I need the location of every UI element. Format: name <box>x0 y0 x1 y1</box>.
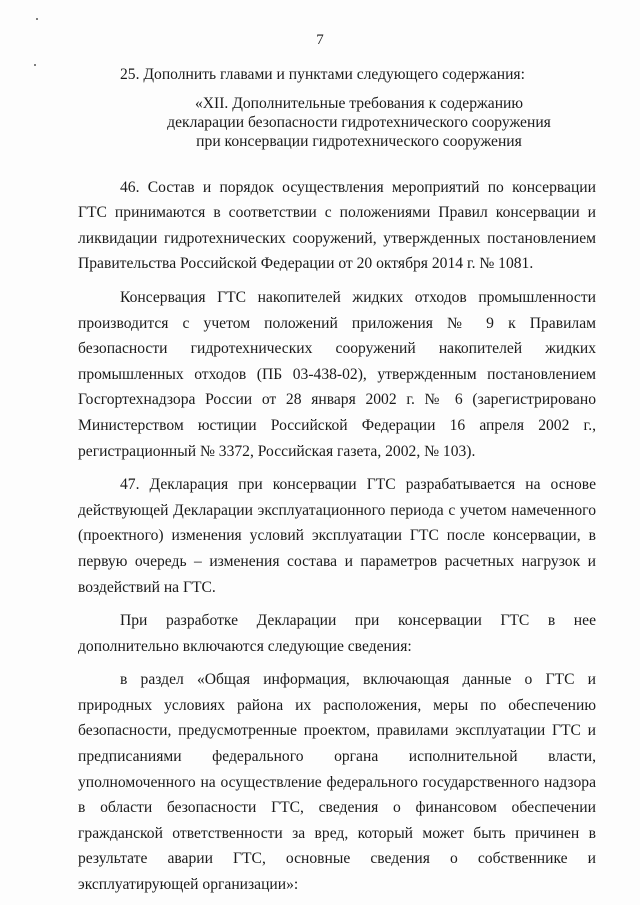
paragraph-47-additional: При разработке Декларации при консервации ГТС в нее дополнительно включаются следующие сведения: <box>78 612 596 655</box>
amendment-intro: 25. Дополнить главами и пунктами следующего содержания: <box>120 66 525 83</box>
paragraph-46-conservation: Консервация ГТС накопителей жидких отходов промышленности производится с учетом положений приложения № 9 к Правилам безопасности гидротехнических сооружений накопителей жидких промышленных отходов (ПБ 03-438-02), утвержденным постановлением Госгортехнадзора России от 28 января 2002 г. № 6 (зарегистрировано Министерством юстиции Российской Федерации 16 апреля 2002 г., регистрационный № 3372, Российская газета, 2002, № 103). <box>78 288 596 460</box>
paragraph-46: 46. Состав и порядок осуществления мероприятий по консервации ГТС принимаются в соответствии с положениями Правил консервации и ликвидации гидротехнических сооружений, утвержденных постановлением Правительства Российской Федерации от 20 октября 2014 г. № 1081. <box>78 178 596 273</box>
paragraph-47: 47. Декларация при консервации ГТС разрабатывается на основе действующей Декларации эксплуатационного периода с учетом намеченного (проектного) изменения условий эксплуатации ГТС после консервации, в первую очередь – изменения состава и параметров расчетных нагрузок и воздействий на ГТС. <box>78 476 596 596</box>
scan-speck <box>34 64 36 66</box>
chapter-title-line-1: «XII. Дополнительные требования к содержанию <box>194 94 524 112</box>
scan-speck <box>36 18 38 20</box>
chapter-title <box>78 94 596 151</box>
document-body <box>78 62 596 898</box>
chapter-title-line-2: декларации безопасности гидротехнического сооружения <box>167 113 551 131</box>
paragraph-47-general-info: в раздел «Общая информация, включающая данные о ГТС и природных условиях района их расположения, меры по обеспечению безопасности, предусмотренные проектом, правилами эксплуатации ГТС и предписаниями федерального органа исполнительной власти, уполномоченного на осуществление федерального государственного надзора в области безопасности ГТС, сведения о финансовом обеспечении гражданской ответственности за вред, который может быть причинен в результате аварии ГТС, основные сведения о собственнике и эксплуатирующей организации»: <box>78 671 596 894</box>
chapter-title-line-3: при консервации гидротехнического сооружения <box>196 132 522 150</box>
page-number: 7 <box>316 32 324 48</box>
